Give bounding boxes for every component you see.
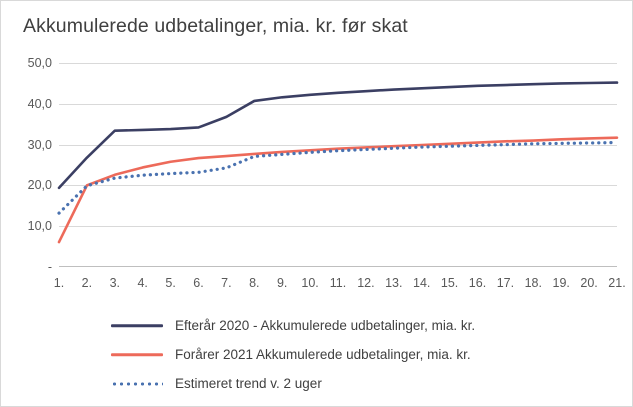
x-axis-tick-label: 3. [109, 276, 121, 290]
x-axis-tick-label: 21. [608, 276, 626, 290]
legend-key-icon [111, 320, 163, 332]
legend-item-label: Forårer 2021 Akkumulerede udbetalinger, mia. kr. [175, 347, 471, 362]
legend-item-label: Efterår 2020 - Akkumulerede udbetalinger, mia. kr. [175, 318, 476, 333]
x-axis-tick-label: 15. [440, 276, 459, 290]
x-axis-tick-label: 10. [301, 276, 319, 290]
series-line [59, 143, 617, 214]
x-axis-tick-label: 13. [385, 276, 403, 290]
x-axis-tick-label: 18. [524, 276, 542, 290]
chart-title: Akkumulerede udbetalinger, mia. kr. før skat [23, 15, 408, 37]
series-line [59, 83, 617, 188]
x-axis-tick-label: 19. [552, 276, 570, 290]
legend-item[interactable] [111, 369, 531, 398]
chart-legend [111, 311, 531, 398]
y-axis-tick-label: 50,0 [27, 56, 52, 70]
legend-key-icon [111, 349, 163, 361]
series-lines [59, 63, 617, 267]
y-axis-tick-label: 10,0 [27, 219, 52, 234]
plot-area [27, 56, 626, 290]
series-line [59, 138, 617, 242]
legend-item[interactable] [111, 340, 531, 369]
y-axis-tick-label: 30,0 [27, 137, 52, 152]
x-axis-tick-label: 16. [468, 276, 487, 290]
y-axis-tick-label: 40,0 [27, 96, 52, 111]
x-axis-tick-label: 2. [81, 276, 93, 290]
x-axis-tick-label: 17. [496, 276, 515, 290]
x-axis-tick-label: 8. [249, 276, 260, 290]
y-axis-tick-label: 20,0 [27, 178, 52, 193]
x-axis-tick-label: 1. [53, 276, 65, 290]
x-axis-tick-label: 5. [165, 276, 176, 290]
legend-key-icon [111, 378, 163, 390]
legend-item[interactable] [111, 311, 531, 340]
x-axis-tick-label: 20. [580, 276, 598, 290]
x-axis-tick-label: 11. [329, 276, 347, 290]
x-axis-tick-label: 7. [221, 276, 232, 290]
x-axis-tick-label: 4. [137, 276, 148, 290]
y-axis-tick-label: - [47, 260, 52, 274]
x-axis-tick-label: 6. [193, 276, 204, 290]
x-axis-tick-label: 9. [276, 276, 288, 290]
x-axis-tick-label: 12. [357, 276, 375, 290]
x-axis-tick-label: 14. [412, 276, 431, 290]
legend-item-label: Estimeret trend v. 2 uger [175, 376, 322, 391]
